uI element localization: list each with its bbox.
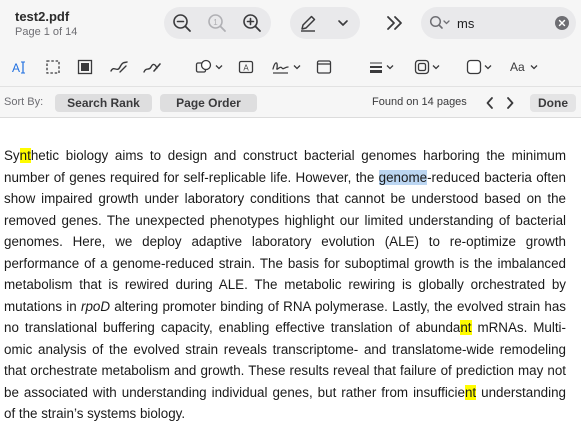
shapes-tool[interactable] bbox=[193, 57, 225, 77]
fill-color-tool[interactable] bbox=[462, 57, 496, 77]
text-segment: altering promoter binding of RNA polymerase. Lastly, the evolved strain has no translational buffering capacity, enabling effective translation of abunda bbox=[4, 298, 566, 335]
note-icon bbox=[316, 59, 332, 75]
chevron-double-right-icon bbox=[385, 14, 405, 32]
zoom-out-button[interactable] bbox=[166, 7, 198, 39]
text-segment: Sy bbox=[4, 148, 20, 163]
sort-by-label: Sort By: bbox=[4, 96, 44, 108]
chevron-down-icon bbox=[215, 63, 223, 71]
search-icon bbox=[429, 15, 451, 31]
chevron-right-icon bbox=[505, 96, 515, 110]
markup-button[interactable] bbox=[292, 7, 324, 39]
document-page bbox=[0, 119, 581, 423]
previous-result-button[interactable] bbox=[480, 92, 500, 113]
svg-text:1: 1 bbox=[213, 17, 218, 27]
actual-size-icon bbox=[207, 13, 227, 33]
search-match-highlight: nt bbox=[460, 320, 472, 335]
next-result-button[interactable] bbox=[500, 92, 520, 113]
search-results-bar bbox=[0, 86, 581, 118]
text-box-icon bbox=[238, 59, 254, 75]
zoom-in-button[interactable] bbox=[236, 7, 268, 39]
pencil-icon bbox=[298, 13, 318, 33]
found-count-text: Found on 14 pages bbox=[372, 96, 467, 108]
border-color-icon bbox=[414, 59, 430, 75]
sketch-icon bbox=[109, 59, 129, 75]
shapes-icon bbox=[195, 59, 213, 75]
note-tool[interactable] bbox=[314, 57, 334, 77]
chevron-down-icon bbox=[293, 63, 301, 71]
svg-text:A: A bbox=[12, 61, 21, 75]
search-match-highlight: nt bbox=[464, 384, 477, 400]
zoom-in-icon bbox=[242, 13, 262, 33]
chevron-down-icon bbox=[432, 63, 440, 71]
markup-controls bbox=[290, 7, 360, 39]
draw-tool[interactable] bbox=[141, 57, 163, 77]
sketch-tool[interactable] bbox=[108, 57, 130, 77]
draw-icon bbox=[142, 59, 162, 75]
text-segment: hetic biology aims to design and construct bacterial genomes harboring the minimum number of genes required for self-replicable life. However, the bbox=[4, 148, 566, 185]
shape-style-tool[interactable] bbox=[366, 57, 396, 77]
dashed-rectangle-icon bbox=[45, 59, 61, 75]
zoom-out-icon bbox=[172, 13, 192, 33]
text-box-tool[interactable] bbox=[236, 57, 256, 77]
text-segment: -reduced bacteria often show impaired growth under laboratory conditions that cannot be understood based on the removed genes. The unexpected phenotypes highlight our limited understanding of bacterial genomes. Here, we deploy adaptive laboratory evolution (ALE) to re-optimize growth performance of a genome-reduced strain. The basis for suboptimal growth is the imbalanced metabolism that is rewired during ALE. The metabolic rewiring is globally orchestrated by mutations in bbox=[4, 169, 566, 314]
sort-page-order-button[interactable]: Page Order bbox=[160, 94, 257, 112]
search-input[interactable] bbox=[457, 13, 549, 33]
actual-size-button[interactable] bbox=[201, 7, 233, 39]
text-segment: mRNAs. Multi-omic analysis of the evolved strain reveals transcriptome- and translatome-wide remodeling that orchestrate metabolism and growth. These results reveal that failure of prediction may not be associated with understanding individual genes, but rather from insufficie bbox=[4, 320, 566, 400]
redact-tool[interactable] bbox=[75, 57, 95, 77]
done-button[interactable]: Done bbox=[530, 94, 576, 112]
more-tools-button[interactable] bbox=[380, 7, 410, 39]
text-cursor-icon bbox=[11, 58, 29, 76]
text-segment: understanding of the strain’s systems biology. bbox=[4, 384, 566, 421]
search-field[interactable] bbox=[421, 7, 576, 39]
border-color-tool[interactable] bbox=[412, 57, 442, 77]
document-title: test2.pdf bbox=[15, 9, 70, 24]
current-match-highlight: genome bbox=[378, 169, 428, 185]
abstract-paragraph bbox=[4, 145, 566, 423]
close-icon bbox=[558, 19, 566, 27]
gene-name-italic: rpoD bbox=[81, 298, 111, 314]
chevron-left-icon bbox=[485, 96, 495, 110]
toolbar bbox=[0, 0, 581, 86]
page-indicator: Page 1 of 14 bbox=[15, 26, 78, 38]
text-style-tool[interactable] bbox=[508, 57, 540, 77]
text-selection-tool[interactable] bbox=[10, 57, 30, 77]
text-style-icon bbox=[510, 59, 528, 75]
search-match-highlight: nt bbox=[19, 148, 31, 163]
chevron-down-icon bbox=[337, 17, 349, 29]
clear-search-button[interactable] bbox=[555, 16, 569, 30]
zoom-controls bbox=[164, 7, 271, 39]
redact-icon bbox=[77, 59, 93, 75]
rectangular-selection-tool[interactable] bbox=[43, 57, 63, 77]
sign-tool[interactable] bbox=[270, 57, 302, 77]
sort-search-rank-button[interactable]: Search Rank bbox=[55, 94, 152, 112]
chevron-down-icon bbox=[484, 63, 492, 71]
markup-menu-button[interactable] bbox=[327, 7, 359, 39]
result-navigation bbox=[480, 92, 520, 113]
svg-text:Aa: Aa bbox=[510, 60, 525, 74]
chevron-down-icon bbox=[386, 63, 394, 71]
chevron-down-icon bbox=[530, 63, 538, 71]
line-weight-icon bbox=[368, 59, 384, 75]
svg-text:A: A bbox=[243, 63, 249, 73]
signature-icon bbox=[271, 59, 291, 75]
fill-color-icon bbox=[466, 59, 482, 75]
